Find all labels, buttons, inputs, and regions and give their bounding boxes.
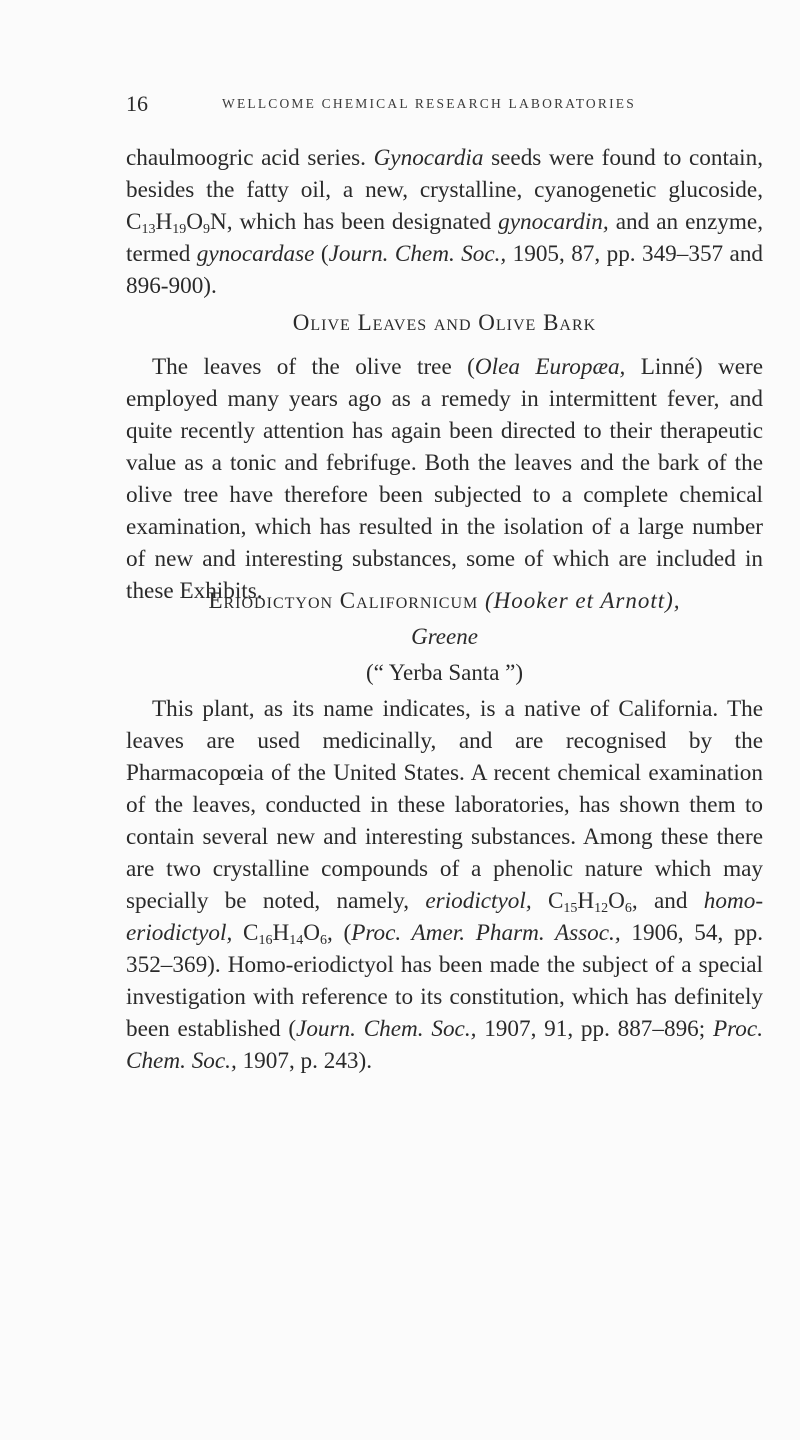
glucoside-name: gynocardin,	[498, 209, 609, 235]
enzyme-name: gynocardase	[196, 241, 315, 267]
running-head: WELLCOME CHEMICAL RESEARCH LABORATORIES	[222, 96, 636, 111]
journal-citation: Proc. Chem. Soc.,	[126, 1016, 763, 1074]
page-number: 16	[126, 91, 148, 116]
genus-name: Gynocardia	[373, 145, 484, 171]
journal-citation: Proc. Amer. Pharm. Assoc.,	[351, 920, 621, 946]
compound-name: eriodictyol,	[425, 888, 532, 914]
common-name: (“ Yerba Santa ”)	[365, 660, 524, 685]
journal-citation: Journ. Chem. Soc.,	[328, 241, 507, 267]
botanical-authority: (Hooker et Arnott),	[485, 588, 681, 613]
species-name: Olea Europæa,	[474, 354, 626, 380]
page-header	[126, 91, 746, 121]
authority-line: Greene	[411, 624, 478, 649]
section-heading-olive: Olive Leaves and Olive Bark	[292, 310, 597, 335]
olive-section	[126, 307, 763, 607]
compound-name: homo-eriodictyol,	[126, 888, 764, 946]
olive-paragraph: The leaves of the olive tree (Olea Europæa, Linné) were employed many years ago as a remedy in intermittent fever, and quite recently attention has again been directed to their therapeutic value as a tonic and febrifuge. Both the leaves and the bark of the olive tree have therefore been subjected to a complete chemical examination, which has resulted in the isolation of a large number of new and interesting substances, some of which are included in these Exhibits.	[126, 354, 764, 604]
intro-section	[126, 142, 763, 302]
eriodictyon-section	[126, 585, 763, 1077]
journal-citation: Journ. Chem. Soc.,	[296, 1016, 477, 1042]
section-heading-eriodictyon: Eriodictyon Californicum (Hooker et Arnott),	[208, 588, 681, 613]
eriodictyon-paragraph: This plant, as its name indicates, is a native of California. The leaves are used medicinally, and are recognised by the Pharmacopœia of the United States. A recent chemical examination of the leaves, conducted in these laboratories, has shown them to contain several new and interesting substances. Among these there are two crystalline compounds of a phenolic nature which may specially be noted, namely, eriodictyol, $C_{15}H_{12}O_6$, and homo-eriodictyol, $C_{16}H_{14}O_6$, (Proc. Amer. Pharm. Assoc., 1906, 54, pp. 352–369). Homo-eriodictyol has been made the subject of a special investigation with reference to its constitution, which has definitely been established (Journ. Chem. Soc., 1907, 91, pp. 887–896; Proc. Chem. Soc., 1907, p. 243).	[126, 696, 764, 1074]
intro-paragraph: chaulmoogric acid series. Gynocardia seeds were found to contain, besides the fatty oil, a new, crystalline, cyanogenetic glucoside, $C_{13}H_{19}O_9N$, which has been designated gynocardin, and an enzyme, termed gynocardase (Journ. Chem. Soc., 1905, 87, pp. 349–357 and 896-900).	[126, 145, 764, 299]
